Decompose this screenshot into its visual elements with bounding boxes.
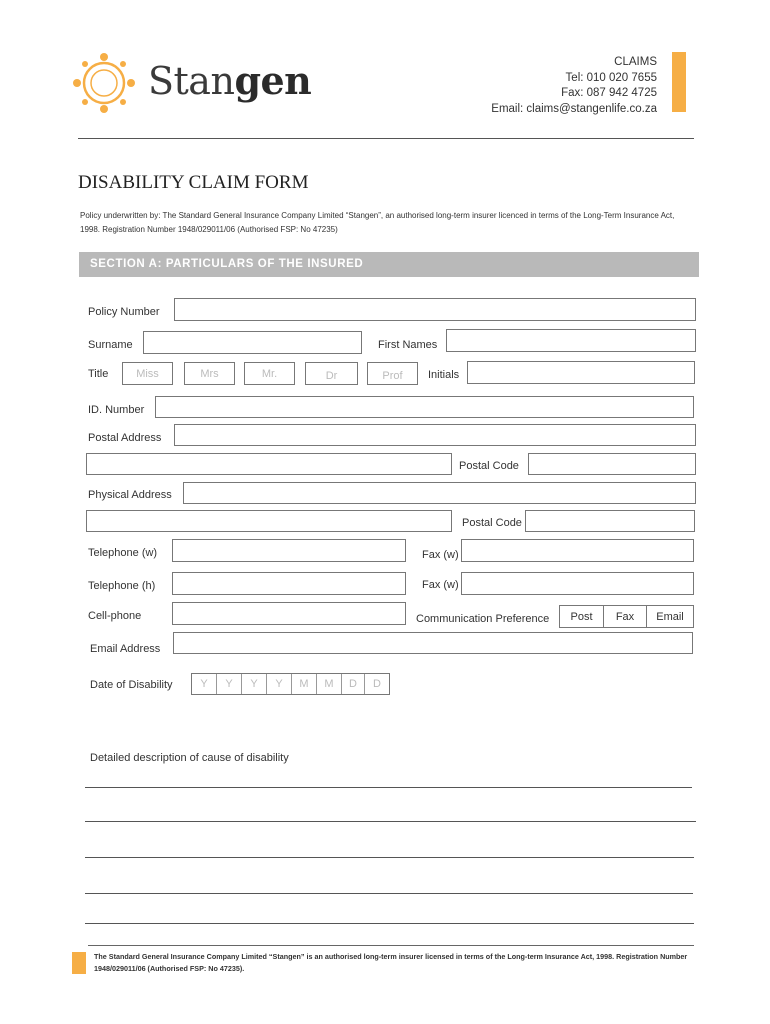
physical-address-label: Physical Address: [88, 489, 172, 501]
date-cell-year[interactable]: Y: [217, 674, 242, 694]
comm-option-post[interactable]: Post: [559, 605, 604, 628]
description-line[interactable]: [85, 821, 696, 822]
title-option-mr[interactable]: Mr.: [244, 362, 295, 385]
date-cell-month[interactable]: M: [317, 674, 342, 694]
section-a-header: [79, 252, 699, 277]
physical-postal-code-field[interactable]: [525, 510, 695, 532]
physical-postal-code-label: Postal Code: [462, 517, 522, 529]
footer-accent-bar: [72, 952, 86, 974]
surname-field[interactable]: [143, 331, 362, 354]
contact-fax: Fax: 087 942 4725: [561, 87, 657, 99]
initials-field[interactable]: [467, 361, 695, 384]
email-address-label: Email Address: [90, 643, 161, 655]
telephone-h-field[interactable]: [172, 572, 406, 595]
date-cell-year[interactable]: Y: [242, 674, 267, 694]
description-line[interactable]: [85, 787, 692, 788]
form-title: DISABILITY CLAIM FORM: [78, 172, 309, 193]
date-of-disability-field[interactable]: [191, 673, 390, 695]
fax-w-2-label: Fax (w): [422, 579, 459, 591]
communication-preference-label: Communication Preference: [416, 613, 550, 625]
header-accent-bar: [672, 52, 686, 112]
policy-number-label: Policy Number: [88, 306, 160, 318]
postal-address-label: Postal Address: [88, 432, 162, 444]
physical-address-field[interactable]: [183, 482, 696, 504]
description-label: Detailed description of cause of disability: [90, 752, 289, 764]
date-cell-day[interactable]: D: [342, 674, 365, 694]
stangen-logo: [72, 52, 312, 114]
description-line[interactable]: [85, 923, 694, 924]
fax-w-2-field[interactable]: [461, 572, 694, 595]
cellphone-label: Cell-phone: [88, 610, 142, 622]
section-a-title: SECTION A: PARTICULARS OF THE INSURED: [90, 258, 364, 270]
postal-code-label: Postal Code: [459, 460, 519, 472]
logo-wordmark: Stangen: [148, 58, 312, 103]
title-label: Title: [88, 368, 109, 380]
fax-w-label: Fax (w): [422, 549, 459, 561]
first-names-field[interactable]: [446, 329, 696, 352]
footer-notice: The Standard General Insurance Company Limited “Stangen” is an authorised long-term insurer licensed in terms of the Long-term Insurance Act, 1998. Registration Number 1948/029011/06 (Authorised FSP: No 47235).: [94, 952, 688, 973]
title-option-prof[interactable]: Prof: [367, 362, 418, 385]
underwritten-notice: Policy underwritten by: The Standard General Insurance Company Limited “Stangen”, an authorised long-term insurer licenced in terms of the Long-Term Insurance Act, 1998. Registration Number 1948/029011/06 (Authorised FSP: No 47235): [80, 211, 675, 234]
policy-number-field[interactable]: [174, 298, 696, 321]
contact-tel: Tel: 010 020 7655: [565, 71, 657, 84]
date-cell-year[interactable]: Y: [192, 674, 217, 694]
cellphone-field[interactable]: [172, 602, 406, 625]
date-of-disability-label: Date of Disability: [90, 679, 173, 691]
initials-label: Initials: [428, 369, 460, 381]
title-option-mrs[interactable]: Mrs: [184, 362, 235, 385]
title-option-dr[interactable]: Dr: [305, 362, 358, 385]
date-cell-year[interactable]: Y: [267, 674, 292, 694]
date-cell-month[interactable]: M: [292, 674, 317, 694]
description-line[interactable]: [85, 857, 694, 858]
telephone-w-field[interactable]: [172, 539, 406, 562]
contact-title: CLAIMS: [614, 56, 657, 68]
title-option-miss[interactable]: Miss: [122, 362, 173, 385]
physical-address-line2-field[interactable]: [86, 510, 452, 532]
description-line[interactable]: [85, 893, 693, 894]
comm-option-fax[interactable]: Fax: [603, 605, 647, 628]
comm-option-email[interactable]: Email: [646, 605, 694, 628]
sun-logo-icon: [72, 52, 136, 114]
claims-contact-block: [491, 55, 657, 117]
surname-label: Surname: [88, 339, 133, 351]
header-divider: [78, 138, 694, 139]
postal-address-line2-field[interactable]: [86, 453, 452, 475]
contact-email: Email: claims@stangenlife.co.za: [491, 102, 657, 115]
telephone-w-label: Telephone (w): [88, 547, 158, 559]
first-names-label: First Names: [378, 339, 438, 351]
date-cell-day[interactable]: D: [373, 678, 381, 690]
fax-w-field[interactable]: [461, 539, 694, 562]
telephone-h-label: Telephone (h): [88, 580, 156, 592]
email-address-field[interactable]: [173, 632, 693, 654]
id-number-label: ID. Number: [88, 404, 145, 416]
postal-address-field[interactable]: [174, 424, 696, 446]
footer-divider: [88, 945, 694, 946]
id-number-field[interactable]: [155, 396, 694, 418]
postal-code-field[interactable]: [528, 453, 696, 475]
